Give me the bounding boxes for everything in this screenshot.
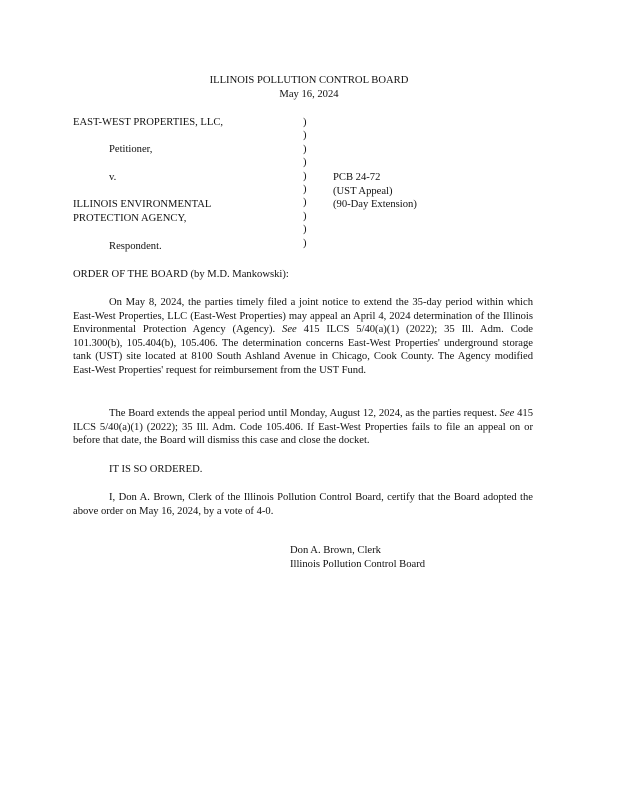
paren: ) [303, 143, 307, 155]
clerk-certification-text: I, Don A. Brown, Clerk of the Illinois Pollution Control Board, certify that the Board adopted the above order on May 16, 2024, by a vote of 4-0. [73, 492, 533, 517]
signature-name: Don A. Brown, Clerk [290, 545, 381, 556]
paragraph-notice-text-a: On May 8, 2024, the parties timely filed a joint notice to extend the 35-day period within which East-West Properties, LLC (East-West Properties) may appeal an April 4, 2024 determination of the Illinois Environmental Protection Agency (Agency). [73, 297, 533, 336]
paragraph-extension-text-a: The Board extends the appeal period until Monday, August 12, 2024, as the parties request. [109, 408, 500, 419]
order-heading: ORDER OF THE BOARD (by M.D. Mankowski): [73, 269, 289, 280]
so-ordered: IT IS SO ORDERED. [109, 464, 203, 475]
agency-title: ILLINOIS POLLUTION CONTROL BOARD [209, 75, 409, 86]
paren: ) [303, 183, 307, 195]
case-note: (90-Day Extension) [333, 199, 417, 210]
paren: ) [303, 224, 307, 236]
paren: ) [303, 170, 307, 182]
paren: ) [303, 237, 307, 249]
citation-signal: See [499, 408, 515, 419]
case-type: (UST Appeal) [333, 186, 393, 197]
signature-title: Illinois Pollution Control Board [290, 559, 426, 570]
paragraph-extension-text-b: 415 ILCS 5/40(a)(1) (2022); 35 Ill. Adm. Code 105.406. If East-West Properties fails to file an appeal on or before that date, the Board will dismiss this case and close the docket. [73, 408, 533, 447]
respondent-role: Respondent. [109, 241, 162, 252]
paren: ) [303, 157, 307, 169]
citation-signal: See [282, 324, 297, 336]
paren: ) [303, 117, 307, 128]
paragraph-extension [73, 407, 533, 448]
order-date: May 16, 2024 [279, 89, 339, 100]
respondent-name-line2: PROTECTION AGENCY, [73, 213, 187, 224]
paren: ) [303, 197, 307, 209]
paren: ) [303, 210, 307, 222]
case-number: PCB 24-72 [333, 172, 381, 183]
petitioner-role: Petitioner, [109, 144, 153, 155]
petitioner-name: EAST-WEST PROPERTIES, LLC, [73, 117, 224, 128]
paren: ) [303, 130, 307, 142]
paragraph-notice [73, 296, 533, 378]
paragraph-notice-text-b: 415 ILCS 5/40(a)(1) (2022); 35 Ill. Adm. Code 101.300(b), 105.404(b), 105.406. The determination concerns East-West Properties' underground storage tank (UST) site located at 8100 South Ashland Avenue in Chicago, Cook County. The Agency modified East-West Properties' request for reimbursement from the UST Fund. [73, 324, 534, 376]
clerk-certification [73, 491, 533, 518]
respondent-name-line1: ILLINOIS ENVIRONMENTAL [73, 199, 212, 210]
caption-parentheses [303, 116, 307, 250]
versus: v. [109, 172, 117, 183]
